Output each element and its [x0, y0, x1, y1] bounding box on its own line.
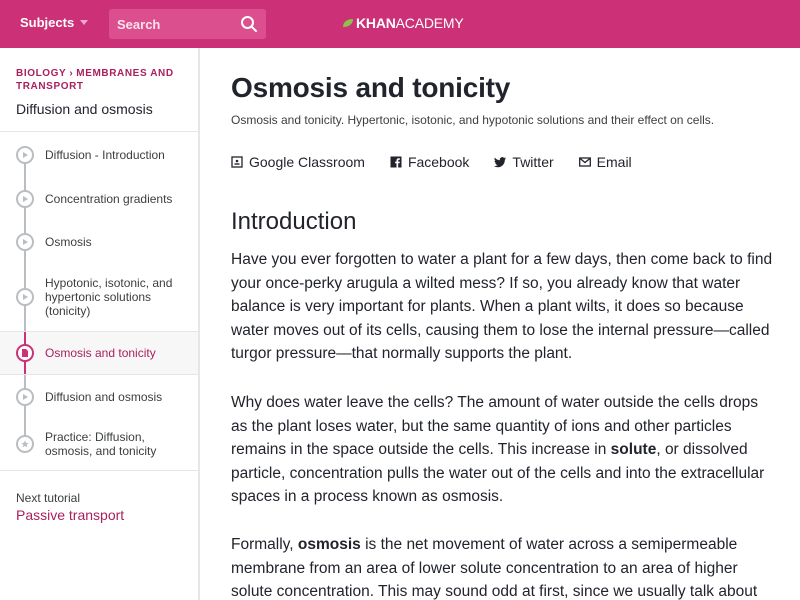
- sidebar-item-label: Diffusion - Introduction: [45, 147, 165, 162]
- search-icon[interactable]: [240, 15, 258, 33]
- subjects-menu-button[interactable]: [20, 15, 88, 30]
- share-google-classroom-button[interactable]: [231, 154, 365, 170]
- video-icon: [16, 233, 34, 251]
- next-tutorial-label: Next tutorial: [16, 491, 81, 505]
- facebook-icon: [390, 156, 402, 168]
- video-icon: [16, 288, 34, 306]
- top-nav-bar: [0, 0, 800, 48]
- search-input[interactable]: [109, 9, 234, 39]
- sidebar-item-label: Osmosis: [45, 234, 92, 249]
- paragraph: [231, 391, 776, 509]
- sidebar-item-osmosis[interactable]: [0, 220, 198, 263]
- sidebar-item-label: Diffusion and osmosis: [45, 389, 163, 404]
- subjects-label: Subjects: [20, 15, 75, 30]
- share-label: Twitter: [512, 154, 554, 170]
- logo-bold-text: KHAN: [356, 15, 396, 31]
- twitter-icon: [494, 156, 506, 168]
- breadcrumb-subject[interactable]: BIOLOGY: [16, 68, 67, 79]
- tutorial-sidebar: [0, 48, 200, 600]
- sidebar-item-label: Hypotonic, isotonic, and hypertonic solutions (tonicity): [45, 276, 173, 318]
- khan-academy-logo[interactable]: [342, 15, 464, 31]
- breadcrumb-separator-icon: ›: [69, 68, 74, 79]
- next-tutorial-link[interactable]: Passive transport: [16, 507, 125, 523]
- paragraph: [231, 533, 776, 600]
- search-box: [109, 9, 266, 39]
- breadcrumb-unit[interactable]: MEMBRANES AND TRANSPORT: [16, 68, 174, 92]
- google-classroom-icon: [231, 156, 243, 168]
- sidebar-item-label: Practice: Diffusion, osmosis, and tonicity: [45, 430, 157, 458]
- paragraph: Have you ever forgotten to water a plant for a few days, then come back to find your once-perky arugula a wilted mess? If so, you already know that water balance is very important for plants. When a plant wilts, it does so because water moves out of its cells, causing them to lose the internal pressure—called turgor pressure—that normally supports the plant.: [231, 251, 773, 362]
- page-title: Osmosis and tonicity: [231, 72, 511, 103]
- share-label: Email: [596, 154, 632, 170]
- logo-light-text: ACADEMY: [395, 15, 464, 31]
- divider: [0, 470, 198, 471]
- sidebar-item-concentration-gradients[interactable]: [0, 177, 198, 220]
- video-icon: [16, 388, 34, 406]
- paragraph-text: is the net movement of water across a semipermeable membrane from an area of lower solute concentration to an area of higher solute concentration. This may sound odd at first, since we usually talk about: [231, 536, 758, 600]
- breadcrumb: [16, 67, 191, 93]
- sidebar-item-diffusion-introduction[interactable]: [0, 132, 198, 177]
- chevron-down-icon: [80, 20, 88, 25]
- paragraph-text: Why does water leave the cells? The amount of water outside the cells drops as the plant loses water, but the same quantity of ions and other particles remains in the space outside the cells. This increase in: [231, 394, 758, 458]
- sidebar-item-label: Osmosis and tonicity: [45, 346, 156, 360]
- section-heading: Introduction: [231, 208, 357, 235]
- sidebar-item-practice[interactable]: [0, 418, 198, 470]
- share-bar: [231, 154, 657, 170]
- share-email-button[interactable]: [579, 154, 632, 170]
- email-icon: [579, 156, 591, 168]
- sidebar-item-label: Concentration gradients: [45, 191, 173, 206]
- article-icon: [16, 344, 34, 362]
- page-description: Osmosis and tonicity. Hypertonic, isotonic, and hypotonic solutions and their effect on cells.: [231, 113, 715, 127]
- share-label: Google Classroom: [249, 154, 365, 170]
- leaf-icon: [342, 18, 354, 28]
- tutorial-title: Diffusion and osmosis: [16, 101, 153, 117]
- video-icon: [16, 146, 34, 164]
- sidebar-item-diffusion-and-osmosis[interactable]: [0, 375, 198, 418]
- share-facebook-button[interactable]: [390, 154, 469, 170]
- video-icon: [16, 190, 34, 208]
- term-solute: solute: [610, 441, 657, 458]
- star-icon: [16, 435, 34, 453]
- paragraph-text: Formally,: [231, 536, 298, 553]
- share-label: Facebook: [407, 154, 470, 170]
- sidebar-item-tonicity-video[interactable]: [0, 263, 198, 331]
- paragraph-text: , or dissolved particle, concentration pulls the water out of the cells and into the extracellular spaces in a process known as osmosis.: [231, 441, 765, 505]
- tutorial-item-list: [0, 132, 198, 470]
- sidebar-item-osmosis-and-tonicity[interactable]: [0, 331, 198, 375]
- term-osmosis: osmosis: [297, 536, 361, 553]
- share-twitter-button[interactable]: [494, 154, 553, 170]
